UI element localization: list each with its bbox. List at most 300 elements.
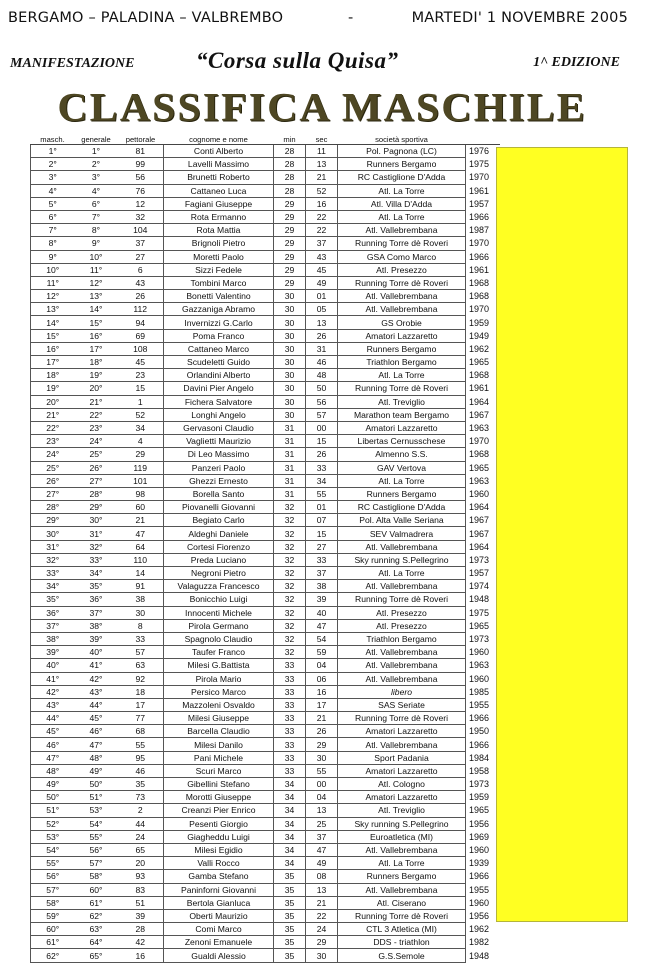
birth-year: 1976 [469,146,490,157]
birth-year: 1956 [469,818,490,829]
rank-general: 35° [75,580,118,593]
bib-number: 4 [118,435,164,448]
bib-number: 14 [118,567,164,580]
bib-number: 15 [118,382,164,395]
time-min: 32 [274,646,306,659]
birth-year: 1967 [469,515,490,526]
bib-number: 69 [118,329,164,342]
bib-number: 77 [118,712,164,725]
rank-masch: 20° [31,395,75,408]
club-name: Atl. Vallebrembana [338,672,466,685]
rank-general: 39° [75,632,118,645]
rank-masch: 21° [31,408,75,421]
rank-general: 56° [75,843,118,856]
athlete-name: Fichera Salvatore [164,395,274,408]
birth-year: 1968 [469,449,490,460]
rank-general: 34° [75,567,118,580]
table-row [31,870,500,883]
athlete-name: Milesi Giuseppe [164,712,274,725]
rank-general: 33° [75,553,118,566]
table-row [31,672,500,685]
bib-number: 24 [118,830,164,843]
bib-number: 81 [118,145,164,158]
time-min: 33 [274,751,306,764]
bib-number: 83 [118,883,164,896]
club-name: Atl. Presezzo [338,263,466,276]
club-name: Running Torre dè Roveri [338,909,466,922]
rank-general: 27° [75,474,118,487]
bib-number: 45 [118,356,164,369]
athlete-name: Moretti Paolo [164,250,274,263]
rank-general: 25° [75,448,118,461]
birth-year: 1970 [469,238,490,249]
rank-masch: 54° [31,843,75,856]
club-name: Atl. La Torre [338,857,466,870]
time-min: 29 [274,276,306,289]
col-header-sec: sec [306,134,338,145]
birth-year: 1959 [469,792,490,803]
rank-masch: 15° [31,329,75,342]
table-row [31,501,500,514]
bib-number: 47 [118,527,164,540]
rank-general: 4° [75,184,118,197]
club-name: Atl. Vallebrembana [338,843,466,856]
table-row [31,830,500,843]
time-min: 28 [274,171,306,184]
bib-number: 57 [118,646,164,659]
time-min: 33 [274,685,306,698]
bib-number: 60 [118,501,164,514]
club-name: Amatori Lazzaretto [338,329,466,342]
birth-year: 1968 [469,277,490,288]
bib-number: 112 [118,303,164,316]
table-row [31,514,500,527]
table-row [31,791,500,804]
bib-number: 63 [118,659,164,672]
time-min: 34 [274,817,306,830]
birth-year: 1973 [469,554,490,565]
time-min: 34 [274,843,306,856]
table-row [31,553,500,566]
time-sec: 37 [306,830,338,843]
birth-year: 1948 [469,594,490,605]
time-sec: 55 [306,487,338,500]
rank-general: 42° [75,672,118,685]
club-name: G.S.Semole [338,949,466,962]
time-sec: 48 [306,369,338,382]
birth-year: 1965 [469,462,490,473]
birth-year: 1966 [469,871,490,882]
birth-year: 1960 [469,647,490,658]
time-sec: 29 [306,738,338,751]
club-name: Atl. Villa D'Adda [338,197,466,210]
rank-general: 13° [75,290,118,303]
time-min: 29 [274,237,306,250]
time-sec: 04 [306,659,338,672]
results-table [30,134,500,963]
table-row [31,210,500,223]
bib-number: 2 [118,804,164,817]
rank-masch: 56° [31,870,75,883]
club-name: Atl. La Torre [338,474,466,487]
bib-number: 16 [118,949,164,962]
time-min: 34 [274,857,306,870]
table-row [31,356,500,369]
athlete-name: Tombini Marco [164,276,274,289]
birth-year: 1961 [469,264,490,275]
bib-number: 56 [118,171,164,184]
bib-number: 23 [118,369,164,382]
time-sec: 57 [306,408,338,421]
birth-year: 1967 [469,409,490,420]
table-row [31,540,500,553]
bib-number: 73 [118,791,164,804]
time-min: 30 [274,382,306,395]
athlete-name: Mazzoleni Osvaldo [164,698,274,711]
athlete-name: Poma Franco [164,329,274,342]
time-sec: 22 [306,909,338,922]
rank-general: 53° [75,804,118,817]
rank-general: 31° [75,527,118,540]
athlete-name: Gamba Stefano [164,870,274,883]
event-line [10,48,620,76]
bib-number: 38 [118,593,164,606]
table-row [31,329,500,342]
time-min: 35 [274,870,306,883]
athlete-name: Scuri Marco [164,764,274,777]
bib-number: 33 [118,632,164,645]
birth-year: 1955 [469,884,490,895]
table-row [31,171,500,184]
bib-number: 42 [118,936,164,949]
athlete-name: Barcella Claudio [164,725,274,738]
table-row [31,659,500,672]
bib-number: 34 [118,421,164,434]
time-sec: 13 [306,804,338,817]
rank-general: 30° [75,514,118,527]
club-name: Atl. Vallebrembana [338,580,466,593]
time-sec: 24 [306,923,338,936]
club-name: Pol. Alta Valle Seriana [338,514,466,527]
time-sec: 13 [306,158,338,171]
bib-number: 29 [118,448,164,461]
rank-masch: 26° [31,474,75,487]
rank-masch: 6° [31,210,75,223]
club-name: SEV Valmadrera [338,527,466,540]
table-row [31,923,500,936]
bib-number: 94 [118,316,164,329]
rank-general: 44° [75,698,118,711]
rank-masch: 12° [31,290,75,303]
club-name: GS Orobie [338,316,466,329]
time-min: 32 [274,527,306,540]
time-min: 34 [274,791,306,804]
rank-general: 36° [75,593,118,606]
rank-masch: 49° [31,778,75,791]
rank-masch: 39° [31,646,75,659]
bib-number: 35 [118,778,164,791]
rank-masch: 60° [31,923,75,936]
birth-year: 1964 [469,396,490,407]
time-sec: 47 [306,843,338,856]
time-sec: 16 [306,197,338,210]
rank-masch: 11° [31,276,75,289]
time-sec: 26 [306,448,338,461]
athlete-name: Valaguzza Francesco [164,580,274,593]
athlete-name: Sizzi Fedele [164,263,274,276]
club-name: Atl. Vallebrembana [338,659,466,672]
athlete-name: Davini Pier Angelo [164,382,274,395]
club-name: Atl. Ciserano [338,896,466,909]
time-sec: 50 [306,382,338,395]
table-row [31,342,500,355]
rank-masch: 57° [31,883,75,896]
rank-general: 15° [75,316,118,329]
athlete-name: Cortesi Fiorenzo [164,540,274,553]
athlete-name: Valli Rocco [164,857,274,870]
bib-number: 101 [118,474,164,487]
page-title: CLASSIFICA MASCHILE [57,86,587,130]
time-sec: 17 [306,698,338,711]
athlete-name: Giagheddu Luigi [164,830,274,843]
table-row [31,685,500,698]
club-name: Atl. Vallebrembana [338,290,466,303]
time-sec: 54 [306,632,338,645]
rank-masch: 33° [31,567,75,580]
rank-masch: 32° [31,553,75,566]
athlete-name: Invernizzi G.Carlo [164,316,274,329]
rank-masch: 25° [31,461,75,474]
time-min: 33 [274,698,306,711]
athlete-name: Persico Marco [164,685,274,698]
time-sec: 49 [306,857,338,870]
bib-number: 51 [118,896,164,909]
athlete-name: Milesi G.Battista [164,659,274,672]
birth-year: 1984 [469,752,490,763]
club-name: Amatori Lazzaretto [338,421,466,434]
rank-general: 22° [75,408,118,421]
time-min: 30 [274,329,306,342]
rank-masch: 16° [31,342,75,355]
bib-number: 46 [118,764,164,777]
birth-year: 1963 [469,475,490,486]
rank-masch: 48° [31,764,75,777]
rank-general: 61° [75,896,118,909]
rank-masch: 4° [31,184,75,197]
table-row [31,567,500,580]
birth-year: 1958 [469,765,490,776]
club-name: libero [338,685,466,698]
time-min: 33 [274,764,306,777]
table-row [31,461,500,474]
table-row [31,448,500,461]
athlete-name: Cattaneo Luca [164,184,274,197]
table-row [31,369,500,382]
rank-masch: 31° [31,540,75,553]
table-row [31,764,500,777]
club-name: Atl. Cologno [338,778,466,791]
rank-general: 57° [75,857,118,870]
birth-year: 1987 [469,225,490,236]
club-name: Amatori Lazzaretto [338,764,466,777]
time-min: 31 [274,421,306,434]
birth-year: 1960 [469,845,490,856]
bib-number: 99 [118,158,164,171]
birth-year: 1965 [469,805,490,816]
time-sec: 47 [306,619,338,632]
rank-general: 1° [75,145,118,158]
bib-number: 30 [118,606,164,619]
rank-masch: 40° [31,659,75,672]
time-min: 31 [274,435,306,448]
time-sec: 37 [306,237,338,250]
birth-year: 1970 [469,436,490,447]
rank-masch: 51° [31,804,75,817]
birth-year: 1961 [469,185,490,196]
rank-masch: 3° [31,171,75,184]
time-sec: 22 [306,224,338,237]
time-min: 34 [274,830,306,843]
athlete-name: Orlandini Alberto [164,369,274,382]
athlete-name: Gibellini Stefano [164,778,274,791]
time-sec: 27 [306,540,338,553]
club-name: Atl. Vallebrembana [338,738,466,751]
rank-masch: 52° [31,817,75,830]
rank-masch: 38° [31,632,75,645]
club-name: Sky running S.Pellegrino [338,817,466,830]
rank-masch: 22° [31,421,75,434]
birth-year: 1964 [469,541,490,552]
table-row [31,382,500,395]
table-row [31,395,500,408]
bib-number: 32 [118,210,164,223]
col-header-min: min [274,134,306,145]
bib-number: 91 [118,580,164,593]
time-sec: 01 [306,501,338,514]
time-sec: 16 [306,685,338,698]
rank-masch: 14° [31,316,75,329]
time-min: 32 [274,593,306,606]
rank-general: 51° [75,791,118,804]
bib-number: 43 [118,276,164,289]
rank-general: 38° [75,619,118,632]
time-sec: 21 [306,896,338,909]
time-sec: 40 [306,606,338,619]
birth-year: 1955 [469,699,490,710]
rank-masch: 42° [31,685,75,698]
bib-number: 98 [118,487,164,500]
club-name: Atl. Vallebrembana [338,883,466,896]
athlete-name: Taufer Franco [164,646,274,659]
bib-number: 6 [118,263,164,276]
club-name: Runners Bergamo [338,487,466,500]
bib-number: 68 [118,725,164,738]
time-sec: 06 [306,672,338,685]
bib-number: 65 [118,843,164,856]
rank-masch: 13° [31,303,75,316]
club-name: Libertas Cernusschese [338,435,466,448]
rank-masch: 41° [31,672,75,685]
birth-year: 1970 [469,172,490,183]
rank-general: 21° [75,395,118,408]
rank-masch: 61° [31,936,75,949]
club-name: Atl. La Torre [338,567,466,580]
bib-number: 44 [118,817,164,830]
rank-general: 8° [75,224,118,237]
time-min: 35 [274,909,306,922]
time-min: 33 [274,672,306,685]
athlete-name: Preda Luciano [164,553,274,566]
time-min: 30 [274,369,306,382]
rank-general: 26° [75,461,118,474]
bib-number: 76 [118,184,164,197]
athlete-name: Rota Mattia [164,224,274,237]
rank-general: 46° [75,725,118,738]
club-name: Runners Bergamo [338,870,466,883]
table-row [31,593,500,606]
bib-number: 28 [118,923,164,936]
birth-year: 1985 [469,686,490,697]
club-name: Runners Bergamo [338,342,466,355]
rank-masch: 1° [31,145,75,158]
time-sec: 07 [306,514,338,527]
rank-general: 16° [75,329,118,342]
club-name: GSA Como Marco [338,250,466,263]
bib-number: 93 [118,870,164,883]
event-title: “Corsa sulla Quisa” [196,48,399,73]
athlete-name: Gazzaniga Abramo [164,303,274,316]
rank-general: 49° [75,764,118,777]
rank-masch: 27° [31,487,75,500]
time-min: 35 [274,949,306,962]
rank-general: 9° [75,237,118,250]
rank-masch: 59° [31,909,75,922]
table-row [31,474,500,487]
header-separator: - [348,10,354,26]
table-row [31,145,500,158]
time-sec: 21 [306,712,338,725]
rank-masch: 2° [31,158,75,171]
rank-masch: 24° [31,448,75,461]
rank-masch: 50° [31,791,75,804]
rank-general: 64° [75,936,118,949]
club-name: Runners Bergamo [338,158,466,171]
athlete-name: Pirola Mario [164,672,274,685]
rank-masch: 36° [31,606,75,619]
table-row [31,698,500,711]
rank-general: 10° [75,250,118,263]
rank-general: 43° [75,685,118,698]
rank-masch: 46° [31,738,75,751]
athlete-name: Milesi Egidio [164,843,274,856]
club-name: Sky running S.Pellegrino [338,553,466,566]
time-sec: 52 [306,184,338,197]
rank-general: 24° [75,435,118,448]
time-min: 30 [274,342,306,355]
time-sec: 33 [306,553,338,566]
rank-masch: 53° [31,830,75,843]
athlete-name: Gualdi Alessio [164,949,274,962]
time-min: 28 [274,145,306,158]
time-min: 33 [274,738,306,751]
bib-number: 26 [118,290,164,303]
club-name: Running Torre dè Roveri [338,382,466,395]
athlete-name: Fagiani Giuseppe [164,197,274,210]
athlete-name: Spagnolo Claudio [164,632,274,645]
table-row [31,184,500,197]
time-sec: 56 [306,395,338,408]
rank-general: 17° [75,342,118,355]
